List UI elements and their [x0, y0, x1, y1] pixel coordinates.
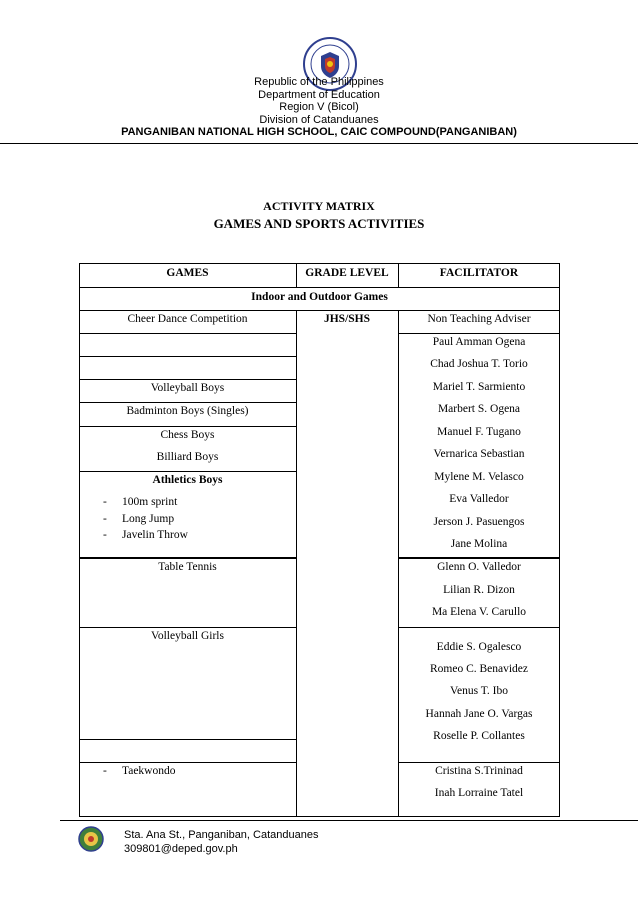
letterhead-line: Division of Catanduanes [259, 113, 379, 126]
activity-matrix-table [79, 263, 560, 817]
game-chess-boys: Chess Boys [160, 429, 215, 441]
facilitator-name: Eddie S. Ogalesco [436, 641, 522, 653]
athletics-event: Javelin Throw [122, 529, 188, 541]
game-athletics-boys: Athletics Boys [152, 474, 223, 486]
footer-address: Sta. Ana St., Panganiban, Catanduanes [124, 829, 319, 841]
facilitator-name: Inah Lorraine Tatel [434, 787, 524, 799]
facilitator-name: Chad Joshua T. Torio [430, 358, 528, 370]
row-divider [79, 627, 296, 628]
row-divider [79, 379, 296, 380]
footer-contact [124, 828, 318, 856]
facilitator-name: Eva Valledor [449, 493, 509, 505]
bullet: - [103, 496, 107, 508]
bullet: - [103, 513, 107, 525]
facilitator-name: Roselle P. Collantes [433, 730, 525, 742]
letterhead-line: Republic of the Philippines [254, 76, 384, 88]
facilitator-name: Romeo C. Benavidez [429, 663, 529, 675]
game-cheer-dance: Cheer Dance Competition [127, 313, 248, 325]
document-title: ACTIVITY MATRIX [263, 199, 375, 213]
document-subtitle: GAMES AND SPORTS ACTIVITIES [213, 216, 425, 231]
column-divider [296, 310, 297, 817]
game-billiard-boys: Billiard Boys [156, 451, 219, 463]
athletics-event: Long Jump [122, 513, 175, 525]
header-grade-level: GRADE LEVEL [305, 267, 389, 279]
section-title: Indoor and Outdoor Games [251, 291, 388, 303]
game-taekwondo: Taekwondo [122, 765, 176, 777]
row-divider [398, 627, 560, 628]
letterhead-divider [0, 143, 638, 144]
row-divider [398, 333, 560, 334]
row-divider [79, 762, 296, 763]
school-name: PANGANIBAN NATIONAL HIGH SCHOOL, CAIC COMPOUND(PANGANIBAN) [121, 126, 517, 138]
row-divider [79, 356, 296, 357]
letterhead-line: Department of Education [258, 88, 380, 101]
row-divider [79, 557, 296, 559]
header-games: GAMES [166, 267, 209, 279]
game-volleyball-boys: Volleyball Boys [150, 382, 225, 394]
facilitator-name: Non Teaching Adviser [427, 313, 531, 325]
footer-email: 309801@deped.gov.ph [124, 843, 238, 855]
grade-level-value: JHS/SHS [323, 313, 371, 325]
game-table-tennis: Table Tennis [158, 561, 217, 573]
facilitator-name: Lilian R. Dizon [443, 584, 515, 596]
facilitator-name: Ma Elena V. Carullo [431, 606, 527, 618]
row-divider [79, 287, 560, 288]
row-divider [79, 739, 296, 740]
bullet: - [103, 529, 107, 541]
division-seal-logo [78, 826, 104, 852]
facilitator-name: Venus T. Ibo [449, 685, 509, 697]
game-volleyball-girls: Volleyball Girls [151, 630, 224, 642]
row-divider [79, 402, 296, 403]
row-divider [79, 310, 560, 311]
letterhead [0, 76, 638, 126]
facilitator-name: Mylene M. Velasco [434, 471, 524, 483]
row-divider [398, 762, 560, 763]
header-facilitator: FACILITATOR [439, 267, 519, 279]
row-divider [398, 557, 560, 559]
facilitator-name: Jerson J. Pasuengos [433, 516, 525, 528]
facilitator-name: Manuel F. Tugano [437, 426, 521, 438]
facilitator-name: Cristina S.Trininad [435, 765, 523, 777]
facilitator-name: Marbert S. Ogena [437, 403, 521, 415]
facilitator-name: Vernarica Sebastian [433, 448, 525, 460]
row-divider [79, 471, 296, 472]
facilitator-name: Glenn O. Valledor [437, 561, 521, 573]
facilitator-name: Paul Amman Ogena [432, 336, 526, 348]
footer-divider [60, 820, 638, 821]
bullet: - [103, 765, 107, 777]
facilitator-name: Mariel T. Sarmiento [432, 381, 526, 393]
letterhead-line: Region V (Bicol) [279, 101, 359, 113]
title-block [0, 199, 638, 233]
row-divider [79, 333, 296, 334]
row-divider [79, 426, 296, 427]
facilitator-name: Hannah Jane O. Vargas [425, 708, 533, 720]
game-badminton-boys: Badminton Boys (Singles) [126, 405, 249, 417]
athletics-event: 100m sprint [122, 496, 178, 508]
facilitator-name: Jane Molina [450, 538, 508, 550]
